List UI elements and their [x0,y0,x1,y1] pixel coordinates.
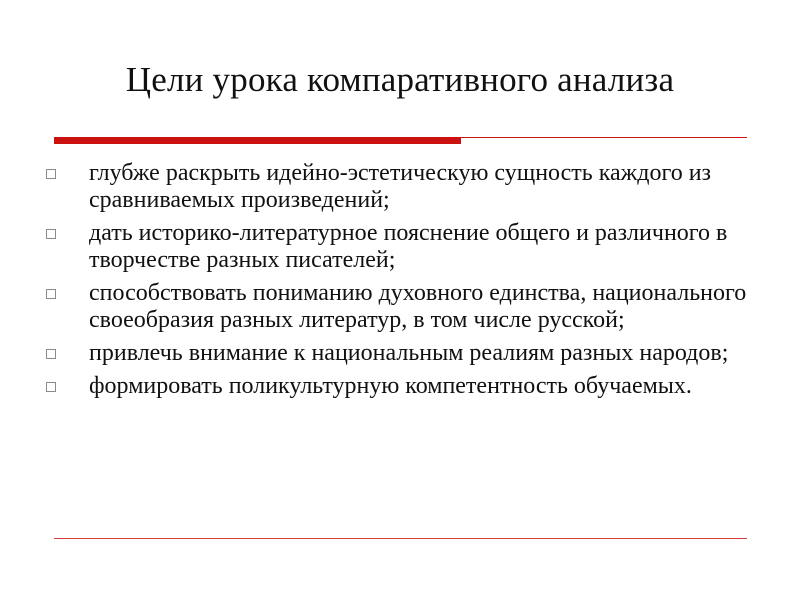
list-item [40,160,760,214]
list-item-text: привлечь внимание к национальным реалиям разных народов; [89,340,729,366]
title-underline-thin [461,137,747,138]
list-item [40,373,760,400]
square-bullet-icon [46,382,56,392]
square-bullet-icon [46,349,56,359]
goals-list [40,160,760,406]
square-bullet-icon [46,169,56,179]
list-item-text: формировать поликультурную компетентность обучаемых. [89,373,692,399]
slide-title: Цели урока компаративного анализа [125,60,675,99]
footer-divider [54,538,747,539]
square-bullet-icon [46,289,56,299]
list-item-text: способствовать пониманию духовного единства, национального своеобразия разных литератур, в том числе русской; [89,280,747,333]
list-item [40,280,760,334]
list-item-text: глубже раскрыть идейно-эстетическую сущность каждого из сравниваемых произведений; [89,160,712,213]
list-item-text: дать историко-литературное пояснение общего и различного в творчестве разных писателей; [89,220,728,273]
square-bullet-icon [46,229,56,239]
title-underline-thick [54,137,461,144]
list-item [40,220,760,274]
list-item [40,340,760,367]
